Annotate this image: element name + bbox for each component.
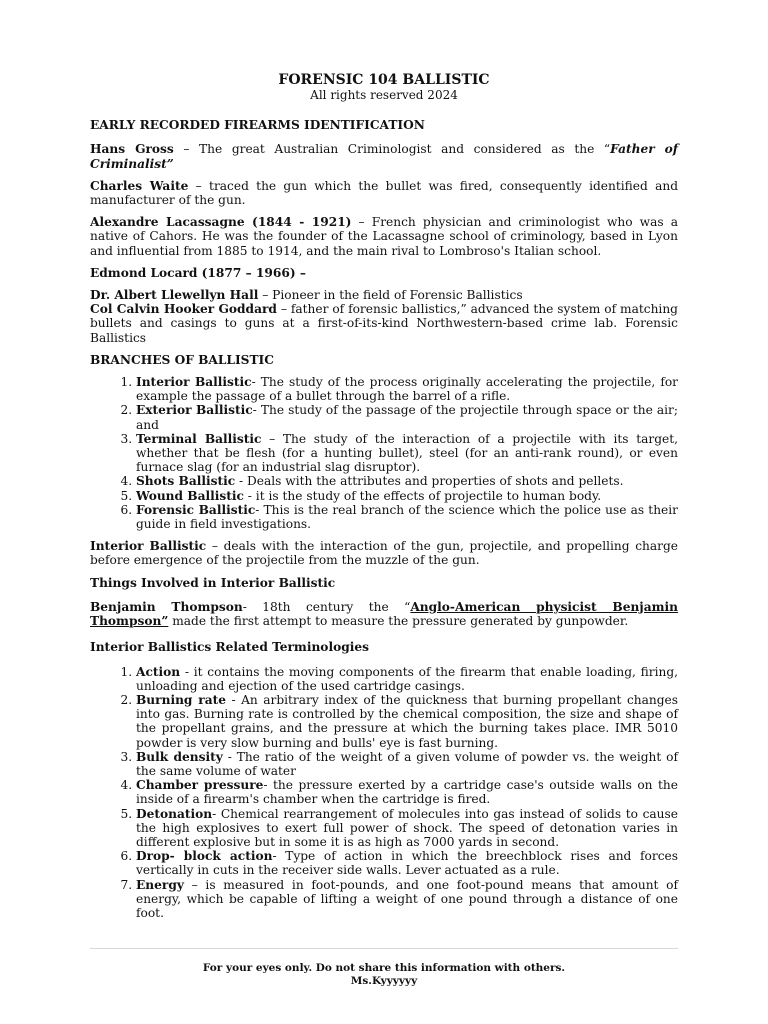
list-item — [136, 849, 678, 877]
document-page — [90, 72, 678, 928]
definition-term: Interior Ballistic — [90, 539, 207, 554]
list-item — [136, 375, 678, 403]
entry-hans-gross — [90, 142, 678, 170]
section-heading-early: EARLY RECORDED FIREARMS IDENTIFICATION — [90, 118, 425, 133]
list-item — [136, 665, 678, 693]
list-term: Detonation — [136, 806, 213, 821]
entry-text: – Pioneer in the field of Forensic Ballistics — [258, 288, 523, 303]
list-term: Energy — [136, 877, 184, 892]
list-term: Forensic Ballistic — [136, 502, 256, 517]
list-term: Exterior Ballistic — [136, 403, 253, 418]
list-desc: - An arbitrary index of the quickness that burning propellant changes into gas. Burning rate is controlled by the chemical composition, the size and shape of the propellant grains, and the pressure at which the burning takes place. IMR 5010 powder is very slow burning and bulls' eye is fast burning. — [136, 692, 678, 750]
list-desc: – The study of the interaction of a projectile with its target, whether that be flesh (for a hunting bullet), steel (for an anti-rank round), or even furnace slag (for an industrial slag disruptor). — [136, 431, 678, 475]
list-desc: - Type of action in which the breechblock rises and forces vertically in cuts in the receiver side walls. Lever actuated as a rule. — [136, 849, 678, 878]
entry-italic: Father of Criminalist” — [90, 142, 678, 171]
list-desc: - it contains the moving components of the firearm that enable loading, firing, unloading and ejection of the used cartridge casings. — [136, 664, 678, 693]
section-heading-terminologies: Interior Ballistics Related Terminologies — [90, 640, 369, 655]
entry-name: Edmond Locard (1877 – 1966) – — [90, 265, 306, 280]
page-footer — [0, 962, 768, 988]
section-heading-things: Things Involved in Interior Ballistic — [90, 575, 336, 590]
definition-text: – deals with the interaction of the gun, projectile, and propelling charge before emergence of the projectile from the muzzle of the gun. — [90, 539, 679, 568]
list-item — [136, 503, 678, 531]
list-item — [136, 474, 678, 488]
list-desc: - the pressure exerted by a cartridge case's outside walls on the inside of a firearm's chamber when the cartridge is fired. — [136, 778, 678, 807]
entry-text: - 18th century the “ — [242, 599, 411, 614]
list-item — [136, 489, 678, 503]
entry-locard — [90, 266, 678, 280]
list-item — [136, 403, 678, 431]
list-term: Bulk density — [136, 749, 223, 764]
list-item — [136, 778, 678, 806]
entry-charles-waite — [90, 179, 678, 207]
branches-list — [90, 375, 678, 531]
document-title: FORENSIC 104 BALLISTIC — [278, 72, 490, 88]
entry-thompson — [90, 600, 678, 628]
list-item — [136, 750, 678, 778]
list-term: Drop- block action — [136, 849, 273, 864]
list-desc: - The study of the process originally accelerating the projectile, for example the passage of a bullet through the barrel of a rifle. — [136, 375, 679, 404]
entry-text: – The great Australian Criminologist and considered as the “ — [173, 142, 611, 157]
entry-text-2: made the first attempt to measure the pressure generated by gunpowder. — [168, 614, 629, 629]
entry-name: Dr. Albert Llewellyn Hall — [90, 288, 259, 303]
entry-name: Alexandre Lacassagne (1844 - 1921) — [90, 215, 352, 230]
list-desc: - Deals with the attributes and properties of shots and pellets. — [235, 474, 624, 489]
interior-ballistic-definition — [90, 539, 678, 567]
list-desc: - This is the real branch of the science which the police use as their guide in field investigations. — [136, 502, 678, 532]
list-item — [136, 432, 678, 475]
terminologies-list — [90, 665, 678, 921]
list-term: Wound Ballistic — [136, 488, 244, 503]
list-desc: – is measured in foot-pounds, and one foot-pound means that amount of energy, which be capable of lifting a weight of one pound through a distance of one foot. — [136, 877, 678, 920]
list-term: Terminal Ballistic — [136, 431, 262, 446]
list-desc: - The ratio of the weight of a given volume of powder vs. the weight of the same volume of water — [136, 749, 678, 778]
list-desc: - it is the study of the effects of projectile to human body. — [243, 488, 602, 503]
entry-text: – French physician and criminologist who was a native of Cahors. He was the founder of the Lacassagne school of criminology, based in Lyon and influential from 1885 to 1914, and the main rival to Lombroso's Italian school. — [90, 215, 678, 258]
entry-hall-goddard — [90, 288, 678, 345]
list-desc: - Chemical rearrangement of molecules into gas instead of solids to cause the high explosives to exert full power of shock. The speed of detonation varies in different explosive but in some it is as high as 7000 yards in second. — [136, 806, 678, 849]
list-desc: - The study of the passage of the projectile through space or the air; and — [136, 403, 678, 432]
list-item — [136, 878, 678, 921]
footer-notice: For your eyes only. Do not share this information with others. — [202, 962, 566, 974]
list-term: Interior Ballistic — [136, 375, 252, 390]
entry-lacassagne — [90, 215, 678, 258]
section-heading-branches: BRANCHES OF BALLISTIC — [90, 352, 274, 367]
list-term: Action — [136, 664, 181, 679]
list-term: Burning rate — [136, 692, 227, 707]
entry-name: Benjamin Thompson — [90, 599, 243, 614]
list-item — [136, 807, 678, 850]
footer-divider — [90, 948, 678, 949]
list-item — [136, 693, 678, 750]
document-subtitle: All rights reserved 2024 — [310, 88, 458, 102]
entry-text: – traced the gun which the bullet was fired, consequently identified and manufacturer of the gun. — [90, 178, 679, 208]
entry-name: Hans Gross — [90, 142, 174, 157]
footer-author: Ms.Kyyyyyy — [350, 975, 418, 987]
entry-name: Charles Waite — [90, 178, 189, 193]
entry-name-2: Col Calvin Hooker Goddard — [90, 302, 277, 317]
underlined-text: Anglo-American physicist Benjamin Thompson” — [90, 599, 679, 629]
list-term: Shots Ballistic — [136, 474, 236, 489]
entry-text-2: – father of forensic ballistics,” advanced the system of matching bullets and casings to guns at a first-of-its-kind Northwestern-based crime lab. Forensic Ballistics — [90, 302, 678, 345]
list-term: Chamber pressure — [136, 778, 264, 793]
